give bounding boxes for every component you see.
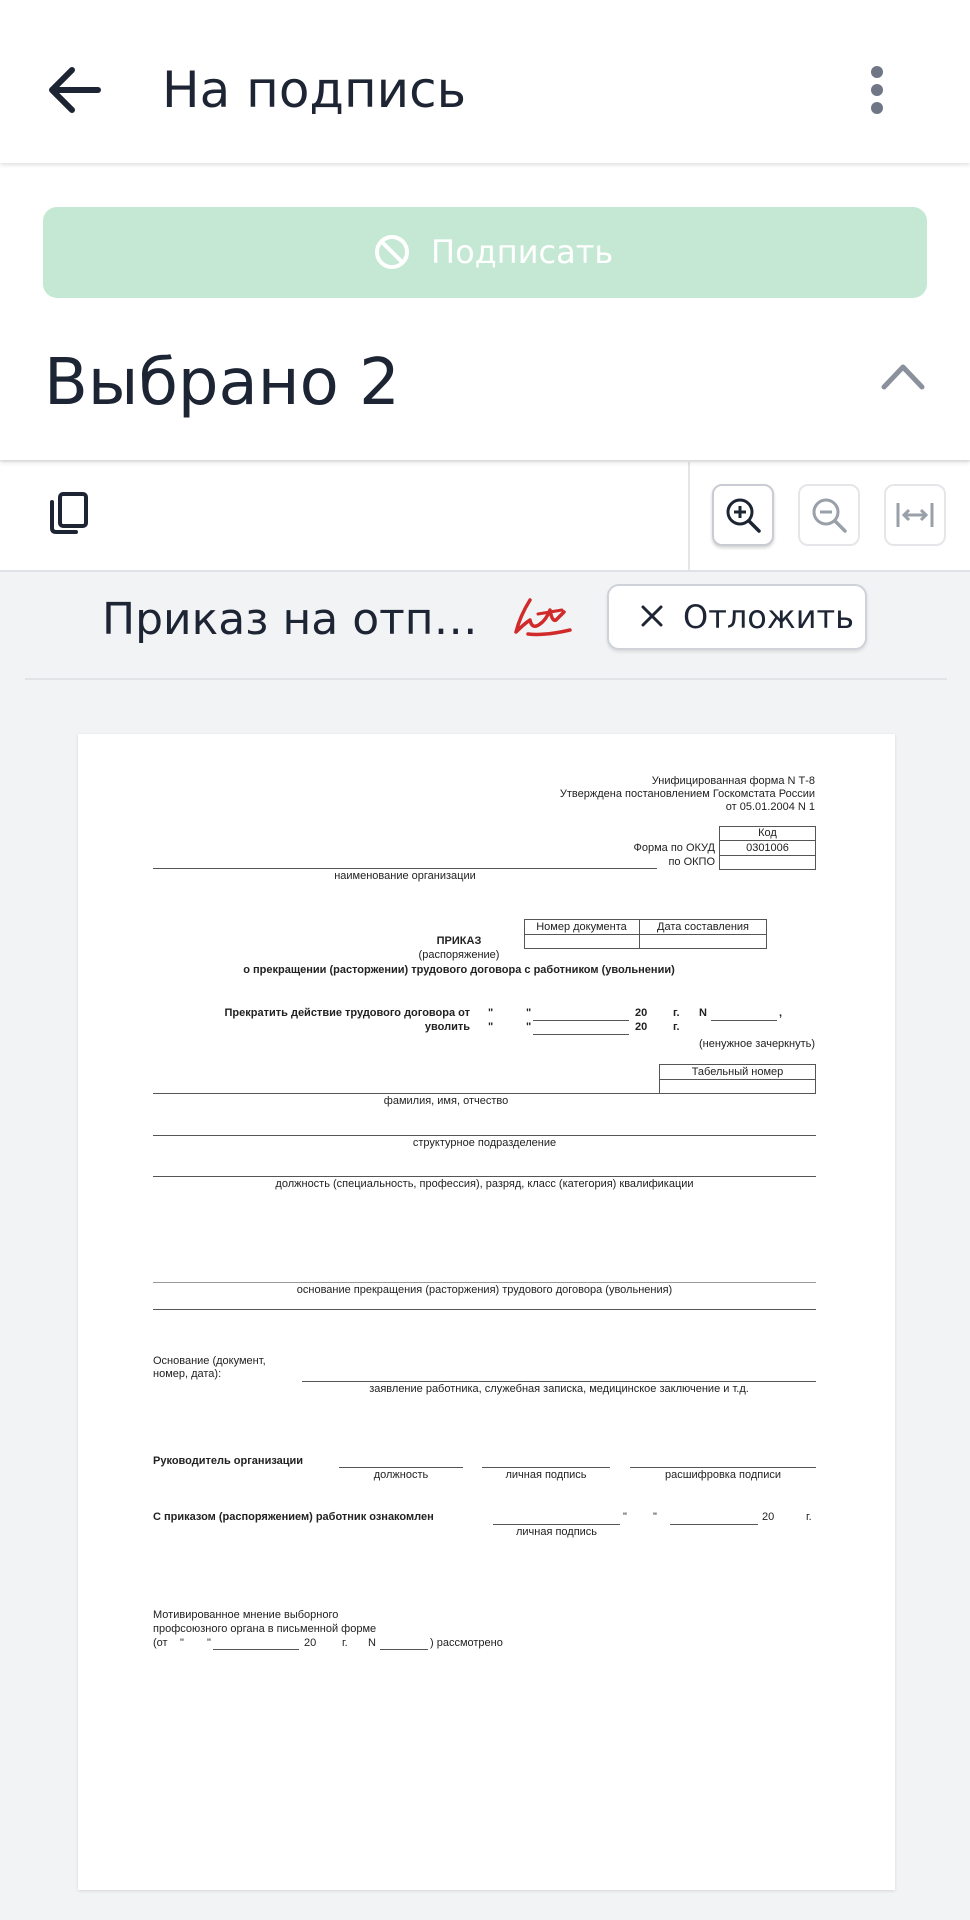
quote-close: "	[653, 1511, 657, 1523]
doc-number-box-line	[524, 934, 767, 935]
form-header-line2: Утверждена постановлением Госкомстата России	[559, 788, 815, 800]
basis-label-line1: Основание (документ,	[153, 1355, 266, 1367]
doc-number-header: Номер документа	[536, 921, 627, 933]
quote-open: "	[488, 1007, 494, 1019]
okpo-label: по ОКПО	[668, 856, 715, 868]
number-sign: N	[699, 1007, 707, 1019]
year-suffix: г.	[673, 1021, 680, 1033]
form-header-line3: от 05.01.2004 N 1	[725, 801, 815, 813]
head-label: Руководитель организации	[153, 1455, 304, 1467]
signature-icon	[510, 594, 576, 646]
fit-width-button[interactable]	[884, 484, 946, 546]
sign-button[interactable]	[43, 207, 927, 298]
app-bar	[0, 0, 970, 163]
basis-caption: заявление работника, служебная записка, медицинское заключение и т.д.	[369, 1383, 749, 1395]
fio-caption: фамилия, имя, отчество	[383, 1095, 509, 1107]
year-prefix: 20	[304, 1637, 317, 1649]
chevron-up-icon[interactable]	[880, 361, 926, 395]
document-row	[25, 572, 947, 680]
form-header-line1: Унифицированная форма N Т-8	[651, 775, 815, 787]
comma: ,	[779, 1007, 783, 1019]
fit-width-icon	[895, 495, 935, 535]
number-sign: N	[368, 1637, 376, 1649]
code-header: Код	[758, 827, 777, 839]
zoom-out-icon	[809, 495, 849, 535]
quote-open: "	[488, 1021, 494, 1033]
date-line	[533, 1034, 629, 1035]
date-line	[533, 1020, 629, 1021]
action-panel	[0, 163, 970, 460]
quote-close: "	[526, 1007, 532, 1019]
order-title: ПРИКАЗ	[436, 935, 482, 947]
position-caption: должность (специальность, профессия), разряд, класс (категория) квалификации	[275, 1178, 694, 1190]
code-box-line	[719, 855, 816, 856]
union-number-line	[380, 1649, 428, 1650]
reason-line-2	[153, 1309, 816, 1310]
acquainted-date-line	[670, 1524, 758, 1525]
toolbar-divider	[688, 462, 690, 570]
terminate-label: Прекратить действие трудового договора от	[224, 1007, 470, 1019]
okud-value: 0301006	[746, 842, 789, 854]
union-line2: профсоюзного органа в письменной форме	[153, 1623, 377, 1635]
head-signature-caption: личная подпись	[505, 1469, 587, 1481]
tab-number-box-line	[659, 1079, 816, 1080]
viewer-toolbar	[0, 462, 970, 572]
year-suffix: г.	[806, 1511, 812, 1523]
quote-open: "	[180, 1637, 184, 1649]
union-reviewed: ) рассмотрено	[430, 1637, 503, 1649]
doc-date-header: Дата составления	[657, 921, 749, 933]
union-line1: Мотивированное мнение выборного	[153, 1609, 339, 1621]
number-line	[711, 1020, 777, 1021]
strike-note: (ненужное зачеркнуть)	[699, 1038, 815, 1050]
org-caption: наименование организации	[334, 870, 476, 882]
acquainted-label: С приказом (распоряжением) работник ознакомлен	[153, 1511, 434, 1523]
head-decoding-caption: расшифровка подписи	[664, 1469, 782, 1481]
okud-label: Форма по ОКУД	[633, 842, 715, 854]
union-prefix: (от	[153, 1637, 168, 1649]
tab-number-header: Табельный номер	[691, 1066, 784, 1078]
union-date-line	[213, 1649, 299, 1650]
quote-close: "	[207, 1637, 211, 1649]
basis-label-line2: номер, дата):	[153, 1368, 222, 1380]
dismiss-label: уволить	[424, 1021, 470, 1033]
head-position-caption: должность	[373, 1469, 429, 1481]
arrow-left-icon[interactable]	[40, 54, 110, 124]
reason-caption: основание прекращения (расторжения) трудового договора (увольнения)	[296, 1284, 673, 1296]
quote-open: "	[623, 1511, 627, 1523]
document-name[interactable]: Приказ на отп…	[102, 594, 478, 645]
year-suffix: г.	[342, 1637, 348, 1649]
postpone-button[interactable]	[607, 584, 867, 650]
year-prefix: 20	[635, 1007, 648, 1019]
more-vertical-icon[interactable]	[862, 60, 892, 120]
copy-icon[interactable]	[46, 490, 90, 540]
order-description: о прекращении (расторжении) трудового договора с работником (увольнении)	[243, 964, 675, 976]
year-prefix: 20	[762, 1511, 775, 1523]
page-title: На подпись	[162, 61, 467, 119]
zoom-in-icon	[723, 495, 763, 535]
ban-icon	[373, 233, 411, 275]
order-subtitle: (распоряжение)	[418, 949, 500, 961]
zoom-in-button[interactable]	[712, 484, 774, 546]
year-suffix: г.	[673, 1007, 680, 1019]
postpone-button-label: Отложить	[683, 598, 854, 636]
selected-count: Выбрано 2	[44, 346, 400, 420]
dept-caption: структурное подразделение	[412, 1137, 557, 1149]
year-prefix: 20	[635, 1021, 648, 1033]
acquainted-signature-caption: личная подпись	[515, 1526, 598, 1538]
zoom-out-button[interactable]	[798, 484, 860, 546]
sign-button-label: Подписать	[431, 233, 614, 271]
close-icon	[639, 603, 665, 633]
quote-close: "	[526, 1021, 532, 1033]
document-page	[78, 734, 895, 1890]
